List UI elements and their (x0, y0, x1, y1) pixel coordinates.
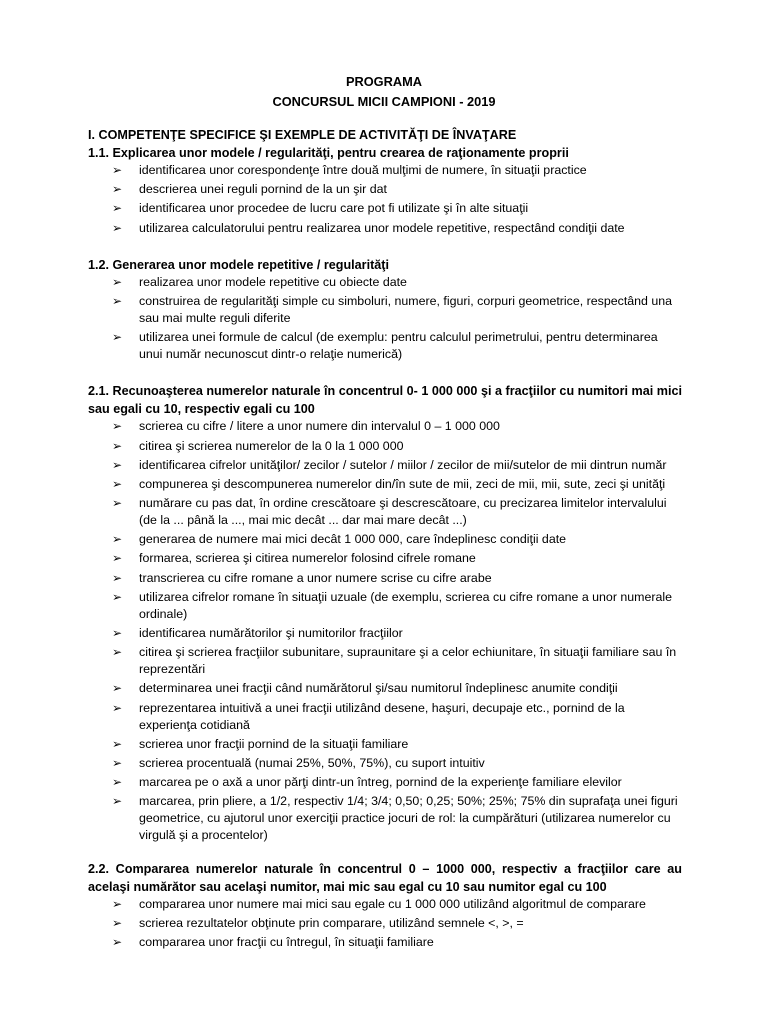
list-item: ➢ construirea de regularităţi simple cu simboluri, numere, figuri, corpuri geometrice, respectând una sau mai multe reguli diferite (112, 293, 673, 325)
arrowhead-bullet-icon: ➢ (112, 330, 123, 345)
list-item: ➢ citirea şi scrierea fracţiilor subunitare, supraunitare şi a celor echiunitare, în situaţii familiare sau în reprezentări (112, 645, 677, 677)
list-item: ➢ transcrierea cu cifre romane a unor numere scrise cu cifre arabe (112, 570, 492, 585)
list-item: ➢ descrierea unei reguli pornind de la un şir dat (112, 182, 387, 197)
arrowhead-bullet-icon: ➢ (112, 201, 123, 216)
list-item: ➢ generarea de numere mai mici decât 1 000 000, care îndeplinesc condiţii date (112, 532, 567, 547)
arrowhead-bullet-icon: ➢ (112, 700, 123, 715)
activity-list-2-1 (88, 418, 682, 844)
arrowhead-bullet-icon: ➢ (112, 182, 123, 197)
list-item: ➢ compararea unor fracţii cu întregul, în situaţii familiare (112, 934, 434, 949)
list-item: ➢ compunerea şi descompunerea numerelor din/în sute de mii, zeci de mii, mii, sute, zeci şi unităţi (112, 476, 666, 491)
list-item: ➢ scrierea cu cifre / litere a unor numere din intervalul 0 – 1 000 000 (112, 419, 500, 434)
section-heading-competente: I. COMPETENŢE SPECIFICE ŞI EXEMPLE DE ACTIVITĂŢI DE ÎNVAŢARE (88, 128, 517, 142)
list-item: ➢ scrierea procentuală (numai 25%, 50%, 75%), cu suport intuitiv (112, 755, 485, 770)
arrowhead-bullet-icon: ➢ (112, 775, 123, 790)
activity-list-1-1 (88, 162, 682, 237)
document-header (0, 72, 768, 112)
arrowhead-bullet-icon: ➢ (112, 551, 123, 566)
arrowhead-bullet-icon: ➢ (112, 736, 123, 751)
list-item: ➢ realizarea unor modele repetitive cu obiecte date (112, 274, 407, 289)
arrowhead-bullet-icon: ➢ (112, 915, 123, 930)
arrowhead-bullet-icon: ➢ (112, 645, 123, 660)
arrowhead-bullet-icon: ➢ (112, 220, 123, 235)
arrowhead-bullet-icon: ➢ (112, 626, 123, 640)
activity-list-2-2 (88, 896, 682, 951)
list-item: ➢ reprezentarea intuitivă a unei fracţii utilizând desene, haşuri, decupaje etc., pornind de la experienţa cotidiană (112, 700, 625, 732)
arrowhead-bullet-icon: ➢ (112, 934, 123, 949)
list-item: ➢ utilizarea unei formule de calcul (de exemplu: pentru calculul perimetrului, pentru determinarea unui număr necunoscut dintr-o relaţie numerică) (112, 330, 658, 362)
list-item: ➢ compararea unor numere mai mici sau egale cu 1 000 000 utilizând algoritmul de comparare (112, 896, 646, 911)
list-item: ➢ marcarea, prin pliere, a 1/2, respectiv 1/4; 3/4; 0,50; 0,25; 50%; 25%; 75% din suprafaţa unei figuri geometrice, cu ajutorul unor exerciţii practice jocuri de rol: la cumpărături (utilizarea numerelor cu virgulă şi a procentelor) (112, 794, 678, 843)
list-item: ➢ identificarea unor procedee de lucru care pot fi utilizate şi în alte situaţii (112, 201, 529, 216)
arrowhead-bullet-icon: ➢ (112, 476, 123, 491)
arrowhead-bullet-icon: ➢ (112, 163, 123, 177)
arrowhead-bullet-icon: ➢ (112, 496, 123, 511)
arrowhead-bullet-icon: ➢ (112, 570, 123, 585)
list-item: ➢ scrierea unor fracţii pornind de la situaţii familiare (112, 736, 409, 751)
arrowhead-bullet-icon: ➢ (112, 589, 123, 604)
document-title: PROGRAMA (345, 74, 423, 89)
arrowhead-bullet-icon: ➢ (112, 532, 123, 547)
list-item: ➢ identificarea numărătorilor şi numitorilor fracţiilor (112, 626, 403, 640)
list-item: ➢ utilizarea calculatorului pentru realizarea unor modele repetitive, respectând condiţii date (112, 220, 625, 235)
list-item: ➢ formarea, scrierea şi citirea numerelor folosind cifrele romane (112, 551, 476, 566)
arrowhead-bullet-icon: ➢ (112, 274, 123, 289)
activity-list-1-2 (88, 274, 682, 363)
arrowhead-bullet-icon: ➢ (112, 457, 123, 472)
list-item: ➢ numărare cu pas dat, în ordine crescătoare şi descrescătoare, cu precizarea limitelor intervalului (de la ... până la ..., mai mic decât ... dar mai mare decât ...) (112, 496, 667, 528)
section-heading-2-1: 2.1. Recunoaşterea numerelor naturale în concentrul 0- 1 000 000 şi a fracţiilor cu numitori mai mici sau egali cu 10, respectiv egali cu 100 (88, 384, 682, 417)
list-item: ➢ identificarea unor corespondenţe între două mulţimi de numere, în situaţii practice (112, 163, 587, 177)
list-item: ➢ determinarea unei fracţii când numărătorul şi/sau numitorul îndeplinesc anumite condiţii (112, 681, 618, 696)
document-body (88, 126, 682, 953)
section-heading-1-2: 1.2. Generarea unor modele repetitive / regularităţi (88, 257, 389, 272)
arrowhead-bullet-icon: ➢ (112, 438, 123, 453)
list-item: ➢ identificarea cifrelor unităţilor/ zecilor / sutelor / miilor / zecilor de mii/sutelor de mii dintrun număr (112, 457, 667, 472)
arrowhead-bullet-icon: ➢ (112, 681, 123, 696)
arrowhead-bullet-icon: ➢ (112, 794, 123, 809)
section-heading-1-1: 1.1. Explicarea unor modele / regularităţi, pentru crearea de raţionamente proprii (88, 146, 569, 160)
document-subtitle: CONCURSUL MICII CAMPIONI - 2019 (272, 94, 496, 109)
arrowhead-bullet-icon: ➢ (112, 293, 123, 308)
arrowhead-bullet-icon: ➢ (112, 896, 123, 911)
arrowhead-bullet-icon: ➢ (112, 419, 123, 434)
list-item: ➢ utilizarea cifrelor romane în situaţii uzuale (de exemplu, scrierea cu cifre romane a unor numerale ordinale) (112, 589, 673, 621)
list-item: ➢ citirea şi scrierea numerelor de la 0 la 1 000 000 (112, 438, 404, 453)
arrowhead-bullet-icon: ➢ (112, 755, 123, 770)
section-heading-2-2: 2.2. Compararea numerelor naturale în concentrul 0 – 1000 000, respectiv a fracţiilor care au acelaşi numărător sau acelaşi numitor, mai mic sau egal cu 10 sau numitor egal cu 100 (88, 861, 682, 894)
list-item: ➢ marcarea pe o axă a unor părţi dintr-un întreg, pornind de la experienţe familiare elevilor (112, 775, 622, 790)
list-item: ➢ scrierea rezultatelor obţinute prin comparare, utilizând semnele <, >, = (112, 915, 524, 930)
